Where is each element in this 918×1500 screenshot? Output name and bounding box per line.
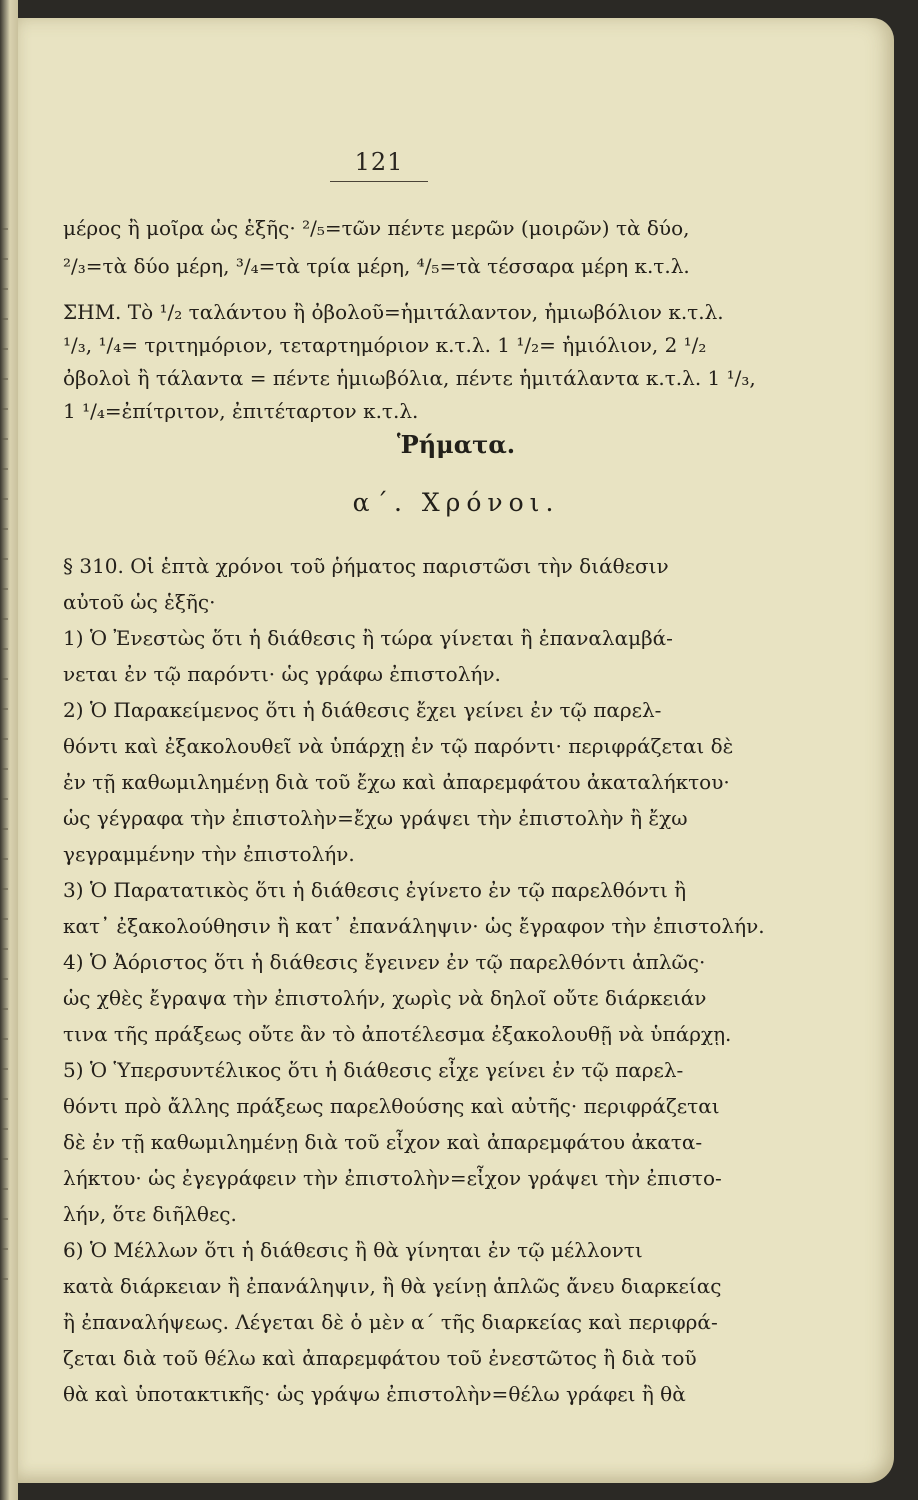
book-page bbox=[18, 18, 894, 1483]
note-line: ὀβολοὶ ἢ τάλαντα = πέντε ἡμιωβόλια, πέντε ἡμιτάλαντα κ.τ.λ. 1 ¹/₃, bbox=[63, 366, 756, 390]
note-line: ΣΗΜ. Τὸ ¹/₂ ταλάντου ἢ ὀβολοῦ=ἡμιτάλαντον, ἡμιωβόλιον κ.τ.λ. bbox=[63, 300, 724, 324]
body-line: ἢ ἐπαναλήψεως. Λέγεται δὲ ὁ μὲν α΄ τῆς διαρκείας καὶ περιφρά- bbox=[63, 1310, 718, 1334]
body-line: ζεται διὰ τοῦ θέλω καὶ ἀπαρεμφάτου τοῦ ἐνεστῶτος ἢ διὰ τοῦ bbox=[63, 1346, 697, 1370]
body-line: θόντι καὶ ἐξακολουθεῖ νὰ ὑπάρχῃ ἐν τῷ παρόντι· περιφράζεται δὲ bbox=[63, 734, 734, 758]
body-line: § 310. Οἱ ἑπτὰ χρόνοι τοῦ ῥήματος παριστῶσι τὴν διάθεσιν bbox=[63, 554, 669, 578]
body-line: ὡς γέγραφα τὴν ἐπιστολὴν=ἔχω γράψει τὴν ἐπιστολὴν ἢ ἔχω bbox=[63, 806, 688, 830]
body-line: λήν, ὅτε διῆλθες. bbox=[63, 1202, 237, 1226]
section-heading: Ῥήματα. bbox=[396, 430, 516, 459]
body-line: λήκτου· ὡς ἐγεγράφειν τὴν ἐπιστολὴν=εἶχον γράψει τὴν ἐπιστο- bbox=[63, 1166, 722, 1190]
text-line: μέρος ἢ μοῖρα ὡς ἑξῆς· ²/₅=τῶν πέντε μερῶν (μοιρῶν) τὰ δύο, bbox=[63, 216, 690, 240]
note-line: 1 ¹/₄=ἐπίτριτον, ἐπιτέταρτον κ.τ.λ. bbox=[63, 399, 419, 423]
body-line: 6) Ὁ Μέλλων ὅτι ἡ διάθεσις ἢ θὰ γίνηται ἐν τῷ μέλλοντι bbox=[63, 1238, 643, 1262]
body-line: κατὰ διάρκειαν ἢ ἐπανάληψιν, ἢ θὰ γείνῃ ἁπλῶς ἄνευ διαρκείας bbox=[63, 1274, 722, 1298]
body-line: 4) Ὁ Ἀόριστος ὅτι ἡ διάθεσις ἔγεινεν ἐν τῷ παρελθόντι ἁπλῶς· bbox=[63, 950, 706, 974]
body-line: 1) Ὁ Ἐνεστὼς ὅτι ἡ διάθεσις ἢ τώρα γίνεται ἢ ἐπαναλαμβά- bbox=[63, 626, 673, 650]
body-line: τινα τῆς πράξεως οὔτε ἂν τὸ ἀποτέλεσμα ἐξακολουθῇ νὰ ὑπάρχῃ. bbox=[63, 1022, 732, 1046]
body-line: νεται ἐν τῷ παρόντι· ὡς γράφω ἐπιστολήν. bbox=[63, 662, 501, 686]
body-line: ἐν τῇ καθωμιλημένῃ διὰ τοῦ ἔχω καὶ ἀπαρεμφάτου ἀκαταλήκτου· bbox=[63, 770, 730, 794]
body-line: ὡς χθὲς ἔγραψα τὴν ἐπιστολήν, χωρὶς νὰ δηλοῖ οὔτε διάρκειάν bbox=[63, 986, 707, 1010]
body-line: γεγραμμένην τὴν ἐπιστολήν. bbox=[63, 842, 355, 866]
header-rule bbox=[330, 181, 428, 182]
body-line: κατ᾿ ἐξακολούθησιν ἢ κατ᾿ ἐπανάληψιν· ὡς ἔγραφον τὴν ἐπιστολήν. bbox=[63, 914, 765, 938]
subsection-heading: α΄. Χρόνοι. bbox=[352, 488, 560, 517]
body-line: αὐτοῦ ὡς ἑξῆς· bbox=[63, 590, 216, 614]
body-line: 5) Ὁ Ὑπερσυντέλικος ὅτι ἡ διάθεσις εἶχε γείνει ἐν τῷ παρελ- bbox=[63, 1058, 684, 1082]
body-line: δὲ ἐν τῇ καθωμιλημένῃ διὰ τοῦ εἶχον καὶ ἀπαρεμφάτου ἀκατα- bbox=[63, 1130, 703, 1154]
text-line: ²/₃=τὰ δύο μέρη, ³/₄=τὰ τρία μέρη, ⁴/₅=τὰ τέσσαρα μέρη κ.τ.λ. bbox=[63, 254, 690, 278]
adjacent-page-edge bbox=[0, 0, 18, 1500]
page-number: 121 bbox=[354, 148, 404, 176]
body-line: 3) Ὁ Παρατατικὸς ὅτι ἡ διάθεσις ἐγίνετο ἐν τῷ παρελθόντι ἢ bbox=[63, 878, 687, 902]
body-line: θόντι πρὸ ἄλλης πράξεως παρελθούσης καὶ αὐτῆς· περιφράζεται bbox=[63, 1094, 720, 1118]
body-line: θὰ καὶ ὑποτακτικῆς· ὡς γράψω ἐπιστολὴν=θέλω γράφει ἢ θὰ bbox=[63, 1382, 686, 1406]
body-line: 2) Ὁ Παρακείμενος ὅτι ἡ διάθεσις ἔχει γείνει ἐν τῷ παρελ- bbox=[63, 698, 662, 722]
note-line: ¹/₃, ¹/₄= τριτημόριον, τεταρτημόριον κ.τ.λ. 1 ¹/₂= ἡμιόλιον, 2 ¹/₂ bbox=[63, 333, 707, 357]
